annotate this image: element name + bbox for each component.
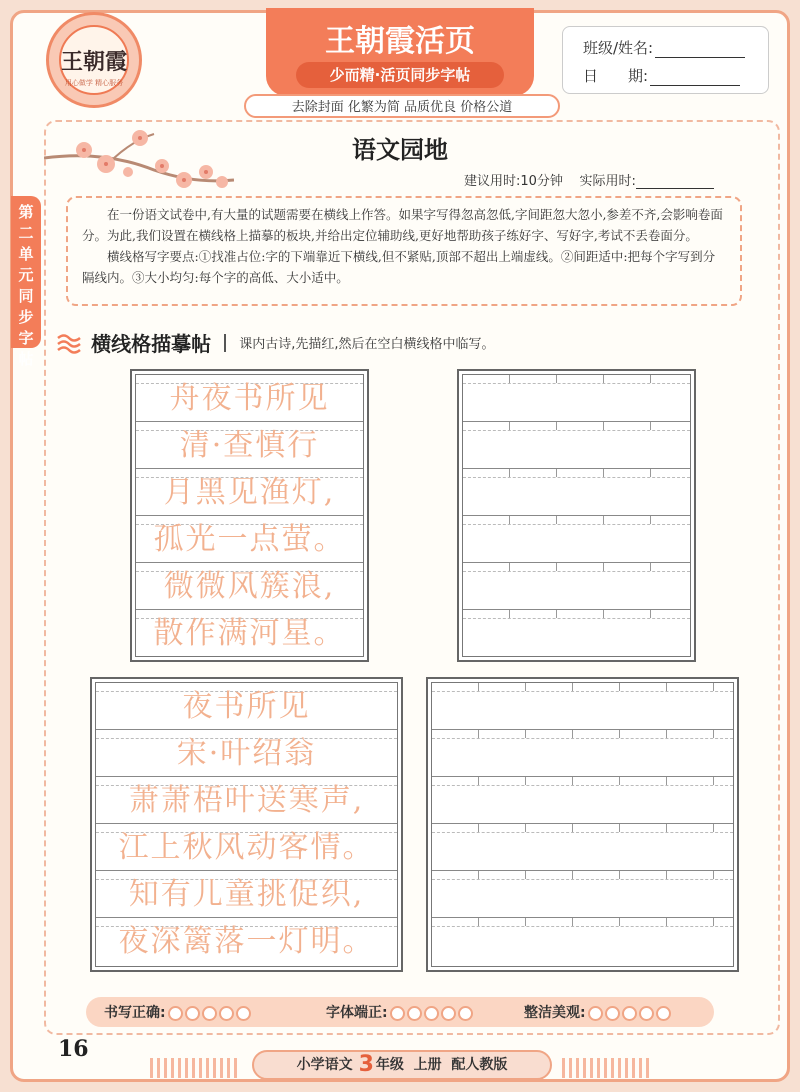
page-number: 16	[58, 1036, 89, 1062]
flower-star-icon[interactable]	[407, 1006, 422, 1021]
brand-slogan: 去除封面 化繁为简 品质优良 价格公道	[244, 94, 560, 118]
section-description: 课内古诗,先描红,然后在空白横线格中临写。	[239, 337, 495, 352]
unit-side-tab	[11, 196, 41, 368]
flower-star-icon[interactable]	[656, 1006, 671, 1021]
star-rating[interactable]	[588, 1005, 673, 1021]
trace-row	[136, 610, 363, 657]
trace-row	[96, 824, 397, 871]
blank-row[interactable]	[463, 375, 690, 422]
rating-label: 整洁美观:	[524, 1005, 586, 1021]
divider-ticks	[432, 824, 733, 832]
trace-line[interactable]: 萧萧梧叶送寒声,	[128, 783, 365, 818]
brand-name: 王朝霞活页	[325, 24, 475, 59]
decor-stripes-left	[150, 1058, 240, 1078]
flower-star-icon[interactable]	[219, 1006, 234, 1021]
blank-row[interactable]	[432, 918, 733, 965]
blank-grid-poem-1	[457, 369, 696, 662]
blank-row[interactable]	[432, 730, 733, 777]
student-info-box	[562, 26, 769, 94]
blank-grid-inner	[462, 374, 691, 657]
divider-ticks	[432, 871, 733, 879]
rating-tidy	[524, 1002, 673, 1022]
trace-line[interactable]: 清·查慎行	[179, 428, 320, 463]
intro-paragraph-1: 在一份语文试卷中,有大量的试题需要在横线上作答。如果字写得忽高忽低,字间距忽大忽小,参差不齐,会影响卷面分。为此,我们设置在横线格上描摹的板块,并给出定位辅助线,更好地帮助孩子练好字、写好字,考试不丢卷面分。	[82, 207, 723, 243]
class-name-label: 班级/姓名:	[583, 39, 654, 57]
flower-star-icon[interactable]	[458, 1006, 473, 1021]
trace-line[interactable]: 宋·叶绍翁	[176, 736, 317, 771]
trace-line[interactable]: 孤光一点萤。	[153, 522, 346, 557]
flower-star-icon[interactable]	[588, 1006, 603, 1021]
flower-star-icon[interactable]	[185, 1006, 200, 1021]
trace-row	[136, 375, 363, 422]
date-row	[583, 65, 740, 86]
logo-text: 王朝霞	[61, 49, 128, 75]
section-title: 横线格描摹帖	[91, 332, 212, 356]
brand-tagline: 少而精·活页同步字帖	[296, 62, 504, 88]
rating-label: 字体端正:	[326, 1005, 388, 1021]
rating-font-neat	[326, 1002, 475, 1022]
divider-ticks	[463, 516, 690, 524]
flower-star-icon[interactable]	[236, 1006, 251, 1021]
suggested-time: 建议用时:10分钟	[464, 174, 563, 189]
blank-row[interactable]	[463, 563, 690, 610]
actual-time-blank[interactable]	[636, 175, 714, 189]
divider-ticks	[463, 563, 690, 571]
logo-subtext: 用心做学 精心服务	[64, 79, 124, 87]
grade-suffix: 年级	[375, 1057, 404, 1073]
grade-number: 3	[358, 1052, 374, 1077]
trace-line[interactable]: 江上秋风动客情。	[118, 830, 375, 865]
divider-ticks	[463, 610, 690, 618]
actual-time-label: 实际用时:	[579, 174, 636, 189]
flower-star-icon[interactable]	[622, 1006, 637, 1021]
divider-ticks	[463, 375, 690, 383]
star-rating[interactable]	[168, 1005, 253, 1021]
logo-inner-circle	[59, 25, 129, 95]
trace-row	[96, 871, 397, 918]
trace-row	[96, 730, 397, 777]
trace-line[interactable]: 月黑见渔灯,	[163, 475, 336, 510]
flower-star-icon[interactable]	[605, 1006, 620, 1021]
date-label: 日 期:	[583, 67, 649, 85]
blank-grid-poem-2	[426, 677, 739, 972]
trace-line[interactable]: 舟夜书所见	[169, 381, 330, 416]
section-divider	[224, 334, 226, 352]
flower-star-icon[interactable]	[168, 1006, 183, 1021]
volume-label: 上册	[413, 1057, 442, 1073]
section-heading	[56, 328, 495, 357]
trace-line[interactable]: 微微风簇浪,	[163, 569, 336, 604]
decor-stripes-right	[562, 1058, 652, 1078]
star-rating[interactable]	[390, 1005, 475, 1021]
divider-ticks	[432, 918, 733, 926]
blank-row[interactable]	[432, 871, 733, 918]
trace-row	[96, 918, 397, 965]
trace-row	[96, 777, 397, 824]
time-line	[464, 170, 714, 189]
trace-row	[136, 422, 363, 469]
blank-row[interactable]	[463, 469, 690, 516]
blank-row[interactable]	[432, 683, 733, 730]
rating-label: 书写正确:	[104, 1005, 166, 1021]
blank-row[interactable]	[432, 824, 733, 871]
class-name-row	[583, 37, 745, 58]
trace-line[interactable]: 知有儿童挑促织,	[128, 877, 365, 912]
edition-label: 配人教版	[451, 1057, 508, 1073]
trace-row	[136, 563, 363, 610]
flower-star-icon[interactable]	[202, 1006, 217, 1021]
trace-line[interactable]: 夜深篱落一灯明。	[118, 924, 375, 959]
date-blank[interactable]	[650, 71, 740, 86]
brand-logo	[46, 12, 142, 108]
trace-grid-inner	[135, 374, 364, 657]
header-banner	[266, 8, 534, 96]
rating-bar	[86, 997, 714, 1027]
trace-grid-inner	[95, 682, 398, 967]
trace-grid-poem-2	[90, 677, 403, 972]
divider-ticks	[463, 469, 690, 477]
trace-grid-poem-1	[130, 369, 369, 662]
blank-row[interactable]	[463, 422, 690, 469]
class-name-blank[interactable]	[655, 43, 745, 58]
blank-row[interactable]	[463, 610, 690, 657]
flower-star-icon[interactable]	[390, 1006, 405, 1021]
intro-box	[66, 196, 742, 306]
flower-star-icon[interactable]	[639, 1006, 654, 1021]
subject-label: 小学语文	[296, 1057, 353, 1073]
trace-line[interactable]: 夜书所见	[182, 689, 311, 724]
trace-row	[136, 469, 363, 516]
blank-row[interactable]	[432, 777, 733, 824]
divider-ticks	[432, 683, 733, 691]
divider-ticks	[463, 422, 690, 430]
flower-star-icon[interactable]	[424, 1006, 439, 1021]
flower-star-icon[interactable]	[441, 1006, 456, 1021]
wave-icon	[56, 332, 82, 354]
trace-line[interactable]: 散作满河星。	[153, 616, 346, 651]
page-title: 语文园地	[352, 136, 448, 164]
blank-grid-inner	[431, 682, 734, 967]
trace-row	[136, 516, 363, 563]
side-tab-text: 第二单元同步字帖	[18, 203, 34, 368]
blank-row[interactable]	[463, 516, 690, 563]
book-info-label	[252, 1050, 552, 1080]
divider-ticks	[432, 730, 733, 738]
divider-ticks	[432, 777, 733, 785]
rating-writing-correct	[104, 1002, 253, 1022]
intro-paragraph-2: 横线格写字要点:①找准占位:字的下端靠近下横线,但不紧贴,顶部不超出上端虚线。②间距适中:把每个字写到分隔线内。③大小均匀:每个字的高低、大小适中。	[82, 249, 716, 285]
trace-row	[96, 683, 397, 730]
